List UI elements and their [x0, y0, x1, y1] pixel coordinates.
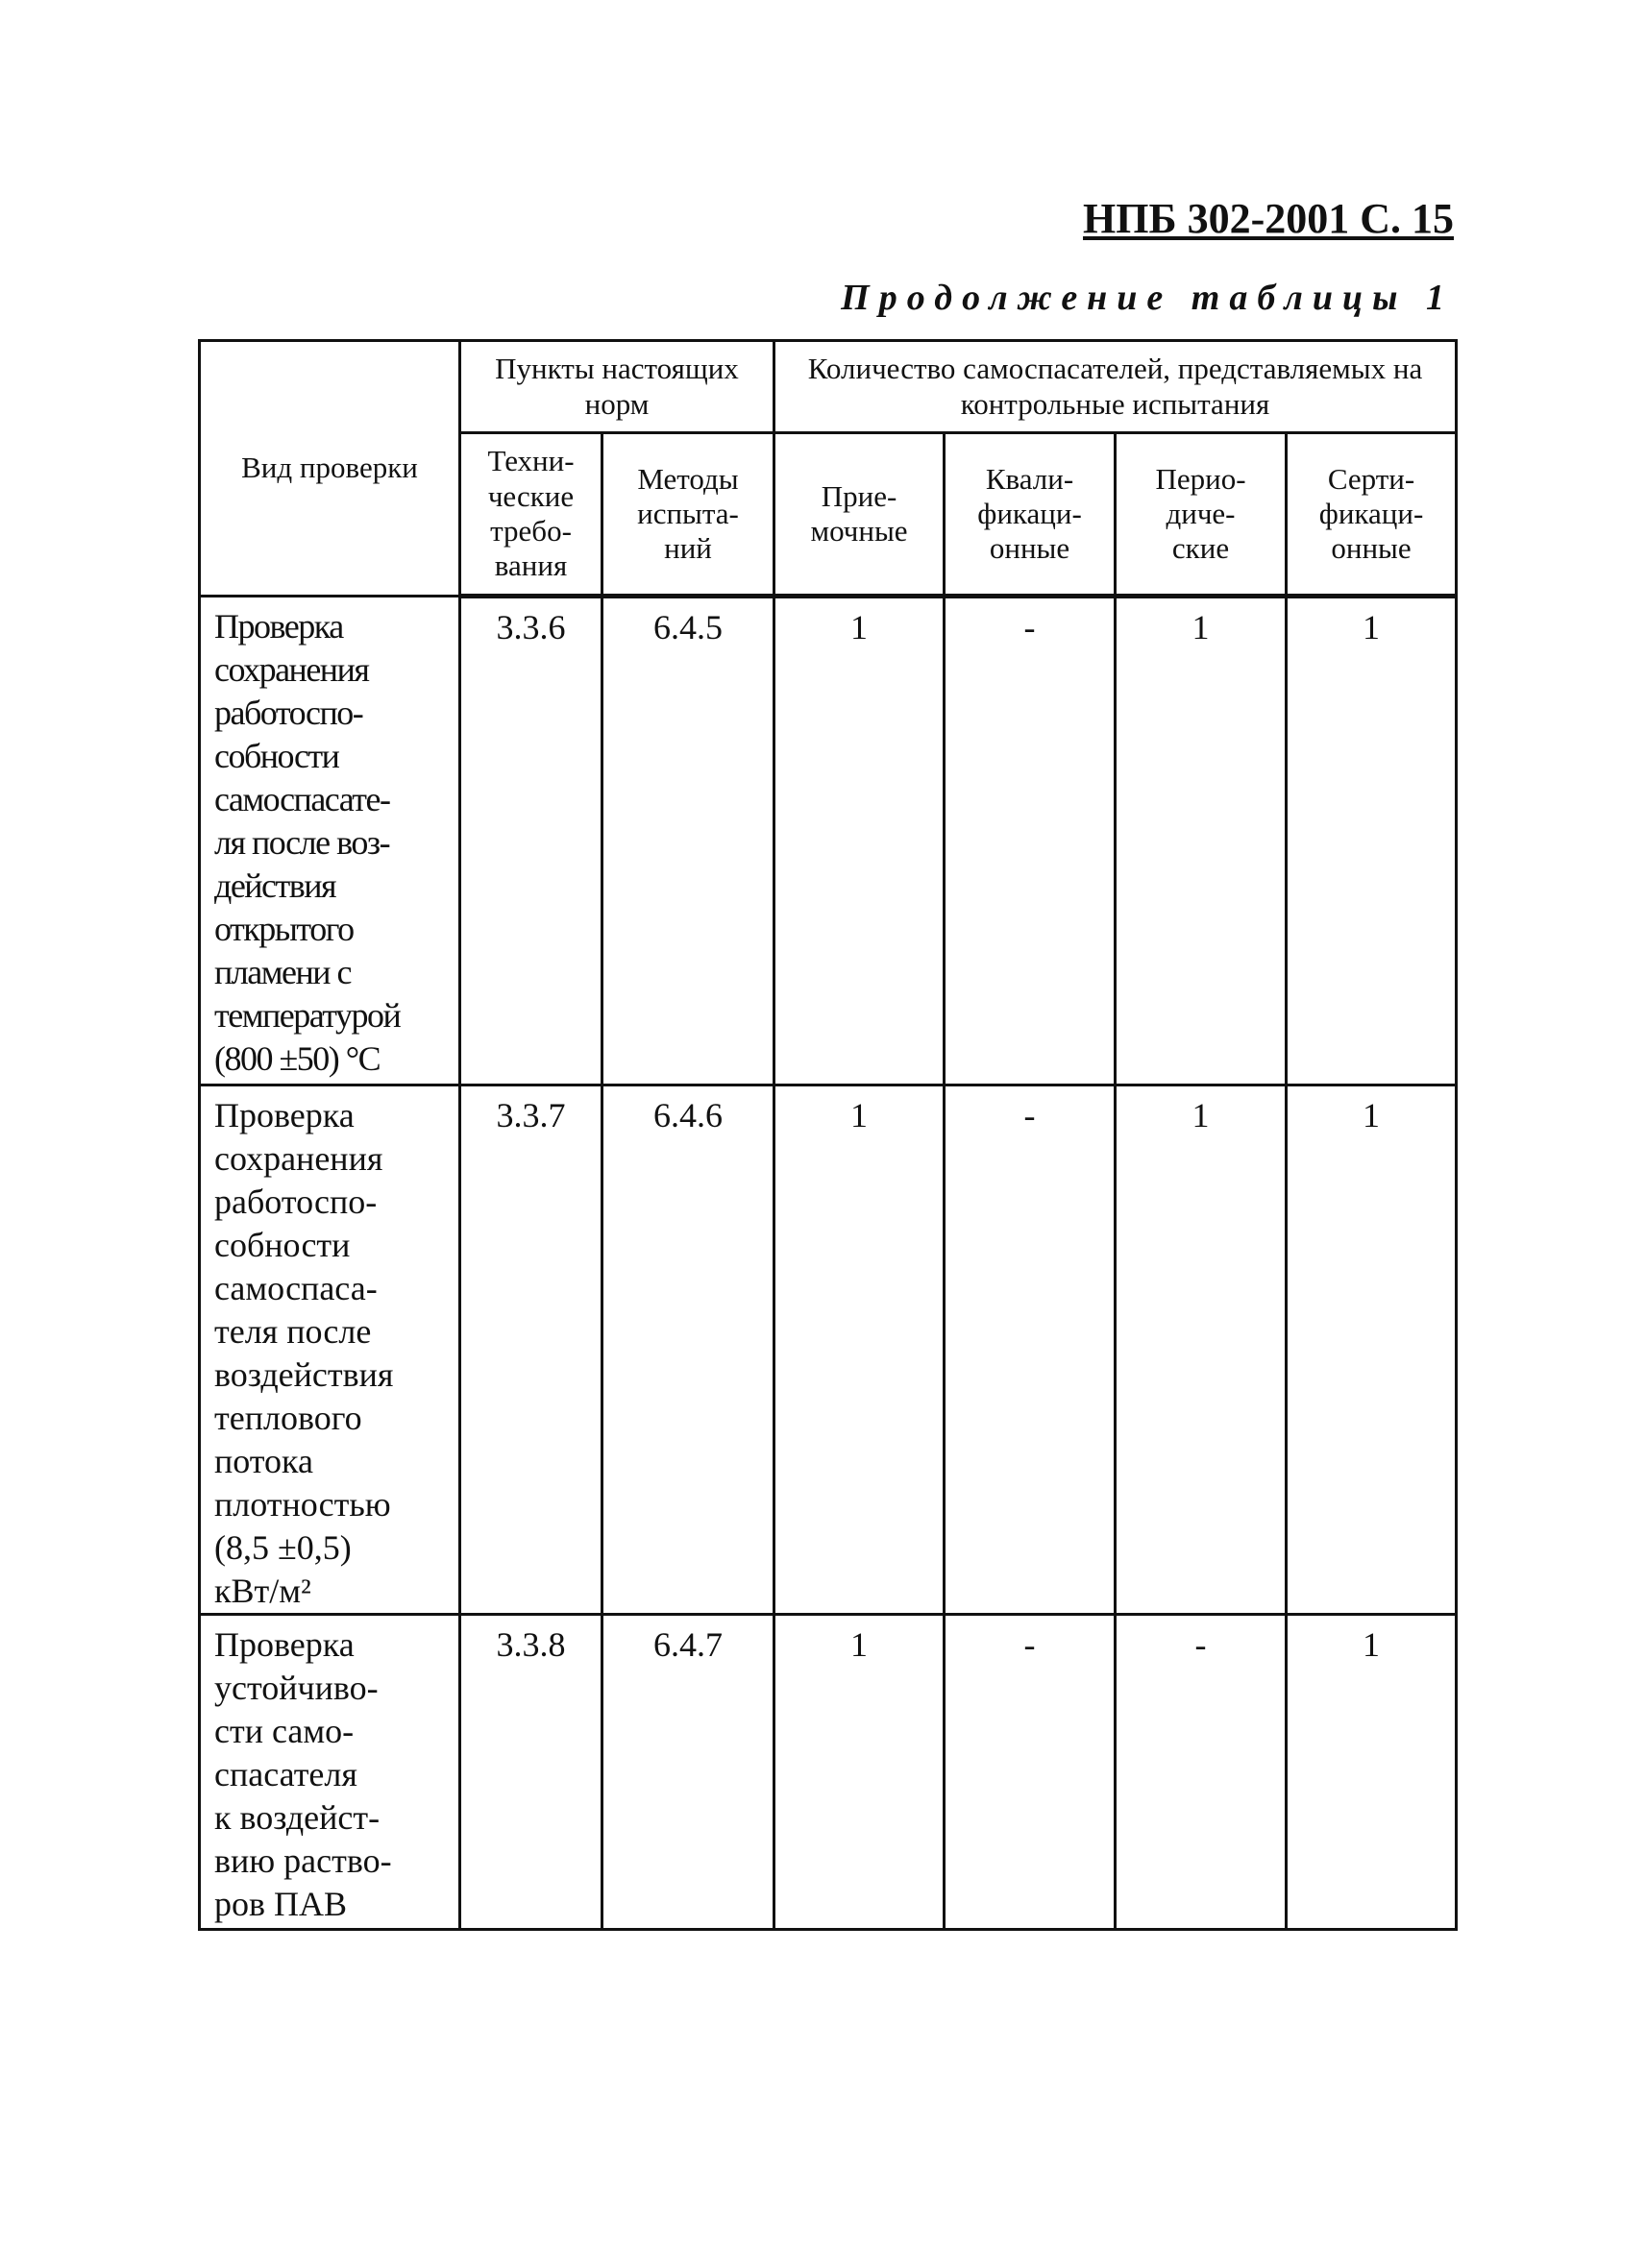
- tests-table: [198, 339, 1458, 1931]
- periodic-count: -: [1116, 1615, 1287, 1930]
- check-name: Проверка сохранения работоспо- собности самоспасате- ля после воз- действия открытого пламени с температурой (800 ±50) °С: [200, 597, 460, 1085]
- header-sample-count: Количество самоспасателей, представляемых на контрольные испытания: [774, 341, 1457, 433]
- header-norm-clauses: Пункты настоящих норм: [460, 341, 774, 433]
- header-test-methods: Методы испыта- ний: [602, 433, 774, 597]
- acceptance-count: 1: [774, 1615, 945, 1930]
- header-technical-requirements: Техни- ческие требо- вания: [460, 433, 602, 597]
- periodic-count: 1: [1116, 597, 1287, 1085]
- acceptance-count: 1: [774, 1085, 945, 1615]
- method-clause: 6.4.5: [602, 597, 774, 1085]
- method-clause: 6.4.7: [602, 1615, 774, 1930]
- tech-clause: 3.3.7: [460, 1085, 602, 1615]
- header-qualification: Квали- фикаци- онные: [945, 433, 1116, 597]
- table-continuation-caption: Продолжение таблицы 1: [841, 278, 1454, 318]
- header-periodic: Перио- диче- ские: [1116, 433, 1287, 597]
- qualification-count: -: [945, 597, 1116, 1085]
- table-row: [200, 597, 1457, 1085]
- check-name: Проверка сохранения работоспо- собности самоспаса- теля после воздействия теплового потока плотностью (8,5 ±0,5) кВт/м²: [200, 1085, 460, 1615]
- certification-count: 1: [1287, 1615, 1457, 1930]
- certification-count: 1: [1287, 1085, 1457, 1615]
- certification-count: 1: [1287, 597, 1457, 1085]
- periodic-count: 1: [1116, 1085, 1287, 1615]
- check-name: Проверка устойчиво- сти само- спасателя к воздейст- вию раство- ров ПАВ: [200, 1615, 460, 1930]
- table-row: [200, 1085, 1457, 1615]
- qualification-count: -: [945, 1085, 1116, 1615]
- page-reference: НПБ 302-2001 С. 15: [1083, 195, 1454, 242]
- tech-clause: 3.3.8: [460, 1615, 602, 1930]
- header-check-type: Вид проверки: [200, 341, 460, 597]
- method-clause: 6.4.6: [602, 1085, 774, 1615]
- acceptance-count: 1: [774, 597, 945, 1085]
- table-row: [200, 1615, 1457, 1930]
- header-acceptance: Прие- мочные: [774, 433, 945, 597]
- header-certification: Серти- фикаци- онные: [1287, 433, 1457, 597]
- tech-clause: 3.3.6: [460, 597, 602, 1085]
- qualification-count: -: [945, 1615, 1116, 1930]
